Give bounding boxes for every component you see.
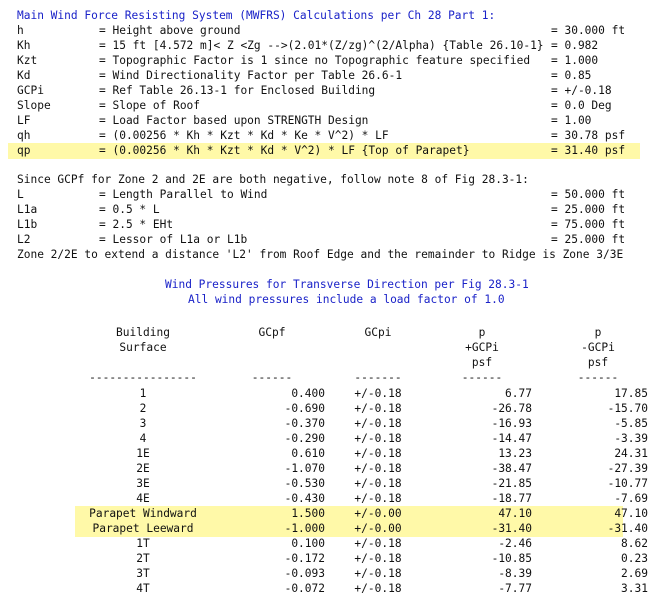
p-negative-cell: -10.77 [607,477,648,490]
surface-cell: Parapet Leeward [92,522,194,535]
gcpi-cell: +/-0.18 [354,462,402,475]
param-symbol: Slope [17,99,51,112]
length-symbol: L [17,188,24,201]
gcpi-cell: +/-0.18 [354,432,402,445]
param-value: = 0.85 [551,69,592,82]
p-negative-cell: 24.31 [614,447,648,460]
p-negative-cell: -5.85 [614,417,648,430]
surface-cell: 1 [139,387,147,400]
column-separator: ------ [577,371,619,384]
gcpi-cell: +/-0.18 [354,492,402,505]
param-description: = Wind Directionality Factor per Table 26.6-1 [99,69,403,82]
p-positive-cell: -38.47 [491,462,532,475]
col-header-p-negative: p [594,326,602,339]
param-description: = 15 ft [4.572 m]< Z <Zg -->(2.01*(Z/zg)^(2/Alpha) {Table 26.10-1} [99,39,544,52]
param-description: = Ref Table 26.13-1 for Enclosed Building [99,84,376,97]
length-symbol: L1b [17,218,38,231]
param-symbol: qp [17,144,31,157]
surface-cell: 2T [136,552,150,565]
param-symbol: GCPi [17,84,44,97]
col-header-p-positive: psf [471,356,493,369]
gcpf-cell: -0.093 [284,567,325,580]
pressures-subtitle: All wind pressures include a load factor of 1.0 [188,293,505,306]
col-header-p-positive: +GCPi [465,341,499,354]
p-positive-cell: -14.47 [491,432,532,445]
p-negative-cell: -15.70 [607,402,648,415]
p-negative-cell: -3.39 [614,432,648,445]
gcpi-cell: +/-0.18 [354,567,402,580]
gcpi-cell: +/-0.18 [354,477,402,490]
param-symbol: Kzt [17,54,38,67]
gcpi-cell: +/-0.18 [354,447,402,460]
gcpf-cell: -1.000 [284,522,325,535]
length-value: = 25.000 ft [551,233,626,246]
col-header-p-negative: psf [587,356,609,369]
p-negative-cell: 2.69 [621,567,648,580]
gcpf-cell: 1.500 [291,507,325,520]
gcpf-cell: -1.070 [284,462,325,475]
pressures-title: Wind Pressures for Transverse Direction per Fig 28.3-1 [165,278,529,291]
param-description: = (0.00256 * Kh * Kzt * Kd * Ke * V^2) * LF [99,129,389,142]
p-positive-cell: -7.77 [498,582,532,595]
p-positive-cell: 47.10 [498,507,532,520]
length-description: = 2.5 * EHt [99,218,174,231]
length-symbol: L2 [17,233,31,246]
length-value: = 50.000 ft [551,188,626,201]
surface-cell: 1E [136,447,150,460]
gcpi-cell: +/-0.18 [354,402,402,415]
gcpf-cell: -0.072 [284,582,325,595]
surface-cell: Parapet Windward [89,507,197,520]
param-description: = Height above ground [99,24,241,37]
param-symbol: h [17,24,24,37]
p-positive-cell: -16.93 [491,417,532,430]
param-description: = Load Factor based upon STRENGTH Design [99,114,369,127]
param-value: = 1.000 [551,54,599,67]
param-value: = 31.40 psf [551,144,626,157]
p-negative-cell: -31.40 [607,522,648,535]
p-positive-cell: 6.77 [505,387,532,400]
param-value: = 1.00 [551,114,592,127]
gcpi-cell: +/-0.18 [354,582,402,595]
section-heading: Main Wind Force Resisting System (MWFRS) Calculations per Ch 28 Part 1: [17,9,496,22]
col-header-p-positive: p [478,326,486,339]
gcpf-cell: 0.610 [291,447,325,460]
column-separator: ------ [251,371,293,384]
surface-cell: 4E [136,492,150,505]
param-description: = Slope of Roof [99,99,201,112]
param-description: = (0.00256 * Kh * Kzt * Kd * V^2) * LF {Top of Parapet} [99,144,470,157]
surface-cell: 2E [136,462,150,475]
column-separator: ------ [461,371,503,384]
gcpf-cell: 0.400 [291,387,325,400]
gcpi-cell: +/-0.00 [354,522,402,535]
gcpi-cell: +/-0.18 [354,552,402,565]
surface-cell: 4T [136,582,150,595]
p-positive-cell: -21.85 [491,477,532,490]
param-value: = 30.78 psf [551,129,626,142]
column-separator: ---------------- [89,371,197,384]
col-header-gcpi: GCpi [364,326,392,339]
p-negative-cell: -7.69 [614,492,648,505]
gcpi-cell: +/-0.00 [354,507,402,520]
param-value: = 0.982 [551,39,599,52]
gcpi-cell: +/-0.18 [354,387,402,400]
surface-cell: 3T [136,567,150,580]
gcpf-cell: -0.370 [284,417,325,430]
param-value: = 30.000 ft [551,24,626,37]
length-value: = 25.000 ft [551,203,626,216]
gcpf-cell: -0.530 [284,477,325,490]
p-positive-cell: -31.40 [491,522,532,535]
gcpi-cell: +/-0.18 [354,417,402,430]
note-zone-extent: Zone 2/2E to extend a distance 'L2' from Roof Edge and the remainder to Ridge is Zone 3/3E [17,248,624,261]
column-separator: ------- [354,371,402,384]
gcpf-cell: -0.172 [284,552,325,565]
length-description: = 0.5 * L [99,203,160,216]
param-description: = Topographic Factor is 1 since no Topographic feature specified [99,54,531,67]
length-description: = Length Parallel to Wind [99,188,268,201]
col-header-gcpf: GCpf [258,326,286,339]
p-negative-cell: 8.62 [621,537,648,550]
gcpf-cell: 0.100 [291,537,325,550]
gcpf-cell: -0.430 [284,492,325,505]
p-positive-cell: -8.39 [498,567,532,580]
param-symbol: LF [17,114,31,127]
surface-cell: 1T [136,537,150,550]
note-gcpf: Since GCPf for Zone 2 and 2E are both negative, follow note 8 of Fig 28.3-1: [17,173,529,186]
p-negative-cell: -27.39 [607,462,648,475]
p-positive-cell: -18.77 [491,492,532,505]
length-description: = Lessor of L1a or L1b [99,233,248,246]
p-negative-cell: 47.10 [614,507,648,520]
gcpf-cell: -0.290 [284,432,325,445]
p-negative-cell: 3.31 [621,582,648,595]
param-value: = 0.0 Deg [551,99,612,112]
gcpi-cell: +/-0.18 [354,537,402,550]
length-symbol: L1a [17,203,38,216]
gcpf-cell: -0.690 [284,402,325,415]
p-negative-cell: 0.23 [621,552,648,565]
param-symbol: Kd [17,69,31,82]
length-value: = 75.000 ft [551,218,626,231]
p-positive-cell: -2.46 [498,537,532,550]
surface-cell: 4 [139,432,147,445]
p-negative-cell: 17.85 [614,387,648,400]
p-positive-cell: -26.78 [491,402,532,415]
surface-cell: 3E [136,477,150,490]
col-header-surface: Building [116,326,170,339]
p-positive-cell: -10.85 [491,552,532,565]
col-header-p-negative: -GCPi [581,341,615,354]
param-symbol: qh [17,129,31,142]
param-symbol: Kh [17,39,31,52]
surface-cell: 3 [139,417,147,430]
param-value: = +/-0.18 [551,84,612,97]
col-header-surface: Surface [119,341,167,354]
surface-cell: 2 [139,402,147,415]
p-positive-cell: 13.23 [498,447,532,460]
